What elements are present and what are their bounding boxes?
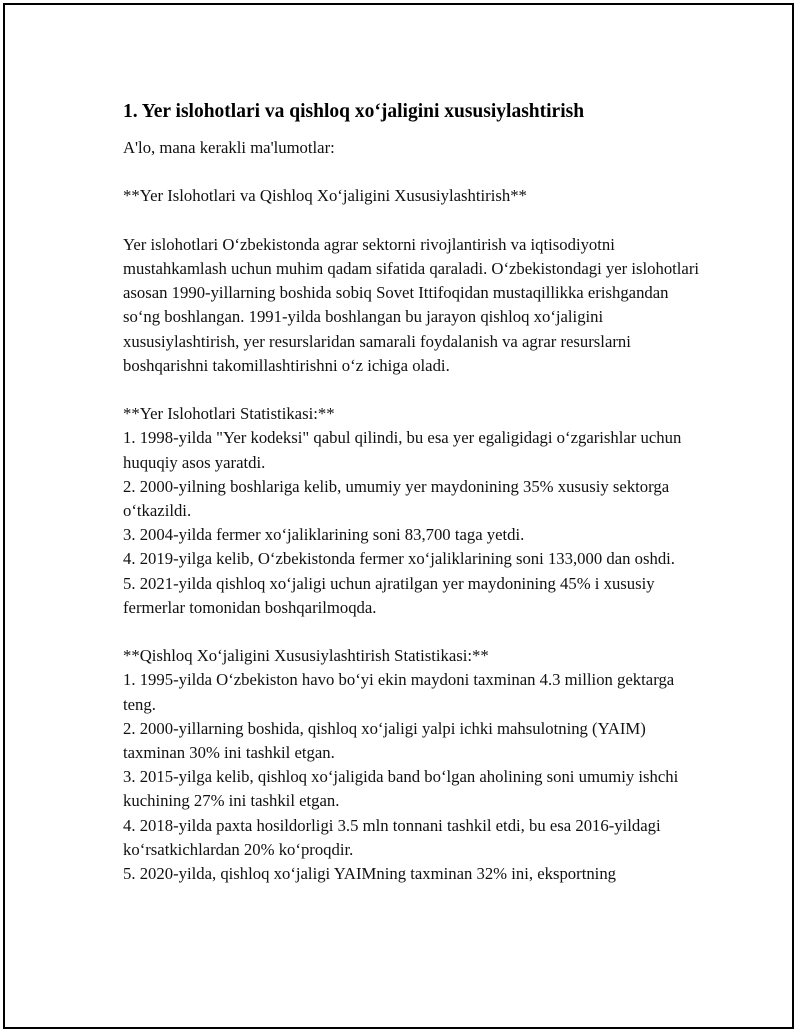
list-item: 5. 2020-yilda, qishloq xo‘jaligi YAIMning taxminan 32% ini, eksportning bbox=[123, 864, 617, 884]
list-item: 3. 2015-yilga kelib, qishloq xo‘jaligida band bo‘lgan aholining soni umumiy ishchi kuchining 27% ini tashkil etgan. bbox=[123, 767, 679, 811]
list-item: 2. 2000-yillarning boshida, qishloq xo‘jaligi yalpi ichki mahsulotning (YAIM) taxminan 30% ini tashkil etgan. bbox=[123, 718, 646, 763]
list-item: 2. 2000-yilning boshlariga kelib, umumiy yer maydonining 35% xususiy sektorga o‘tkazildi. bbox=[123, 476, 670, 520]
body-paragraph: Yer islohotlari O‘zbekistonda agrar sektorni rivojlantirish va iqtisodiyotni mustahkamlash uchun muhim qadam sifatida qaraladi. O‘zbekistondagi yer islohotlari asosan 1990-yillarning boshida sobiq Sovet Ittifoqidan mustaqillikka erishgandan so‘ng boshlangan. 1991-yilda boshlangan bu jarayon qishloq xo‘jaligini xususiylashtirish, yer resurslaridan samarali foydalanish va agrar resurslarni boshqarishni takomillashtirishni o‘z ichiga oladi. bbox=[123, 234, 700, 375]
list-item: 4. 2019-yilga kelib, O‘zbekistonda fermer xo‘jaliklarining soni 133,000 dan oshdi. bbox=[123, 549, 675, 569]
list-item: 3. 2004-yilda fermer xo‘jaliklarining soni 83,700 taga yetdi. bbox=[123, 525, 525, 545]
intro-text: A'lo, mana kerakli ma'lumotlar: bbox=[123, 138, 335, 157]
spacer bbox=[123, 620, 703, 644]
land-stats-list bbox=[123, 426, 703, 620]
privatization-stats-list bbox=[123, 668, 703, 886]
document-page bbox=[3, 3, 794, 1029]
list-item: 1. 1995-yilda O‘zbekiston havo bo‘yi ekin maydoni taxminan 4.3 million gektarga teng. bbox=[123, 670, 675, 714]
list-item: 1. 1998-yilda "Yer kodeksi" qabul qilindi, bu esa yer egaligidagi o‘zgarishlar uchun huquqiy asos yaratdi. bbox=[123, 428, 682, 472]
spacer bbox=[123, 209, 703, 233]
privatization-stats-title: **Qishloq Xo‘jaligini Xususiylashtirish Statistikasi:** bbox=[123, 646, 489, 666]
land-stats-title: **Yer Islohotlari Statistikasi:** bbox=[123, 404, 335, 424]
section-title: **Yer Islohotlari va Qishloq Xo‘jaligini Xususiylashtirish** bbox=[123, 186, 527, 206]
list-item: 5. 2021-yilda qishloq xo‘jaligi uchun ajratilgan yer maydonining 45% i xususiy fermerlar tomonidan boshqarilmoqda. bbox=[123, 573, 655, 617]
list-item: 4. 2018-yilda paxta hosildorligi 3.5 mln tonnani tashkil etdi, bu esa 2016-yildagi ko‘rsatkichlardan 20% ko‘proqdir. bbox=[123, 815, 661, 859]
spacer bbox=[123, 378, 703, 402]
spacer bbox=[123, 160, 703, 184]
document-heading: 1. Yer islohotlari va qishloq xo‘jaligini xususiylashtirish bbox=[123, 101, 585, 122]
document-content bbox=[123, 99, 703, 886]
